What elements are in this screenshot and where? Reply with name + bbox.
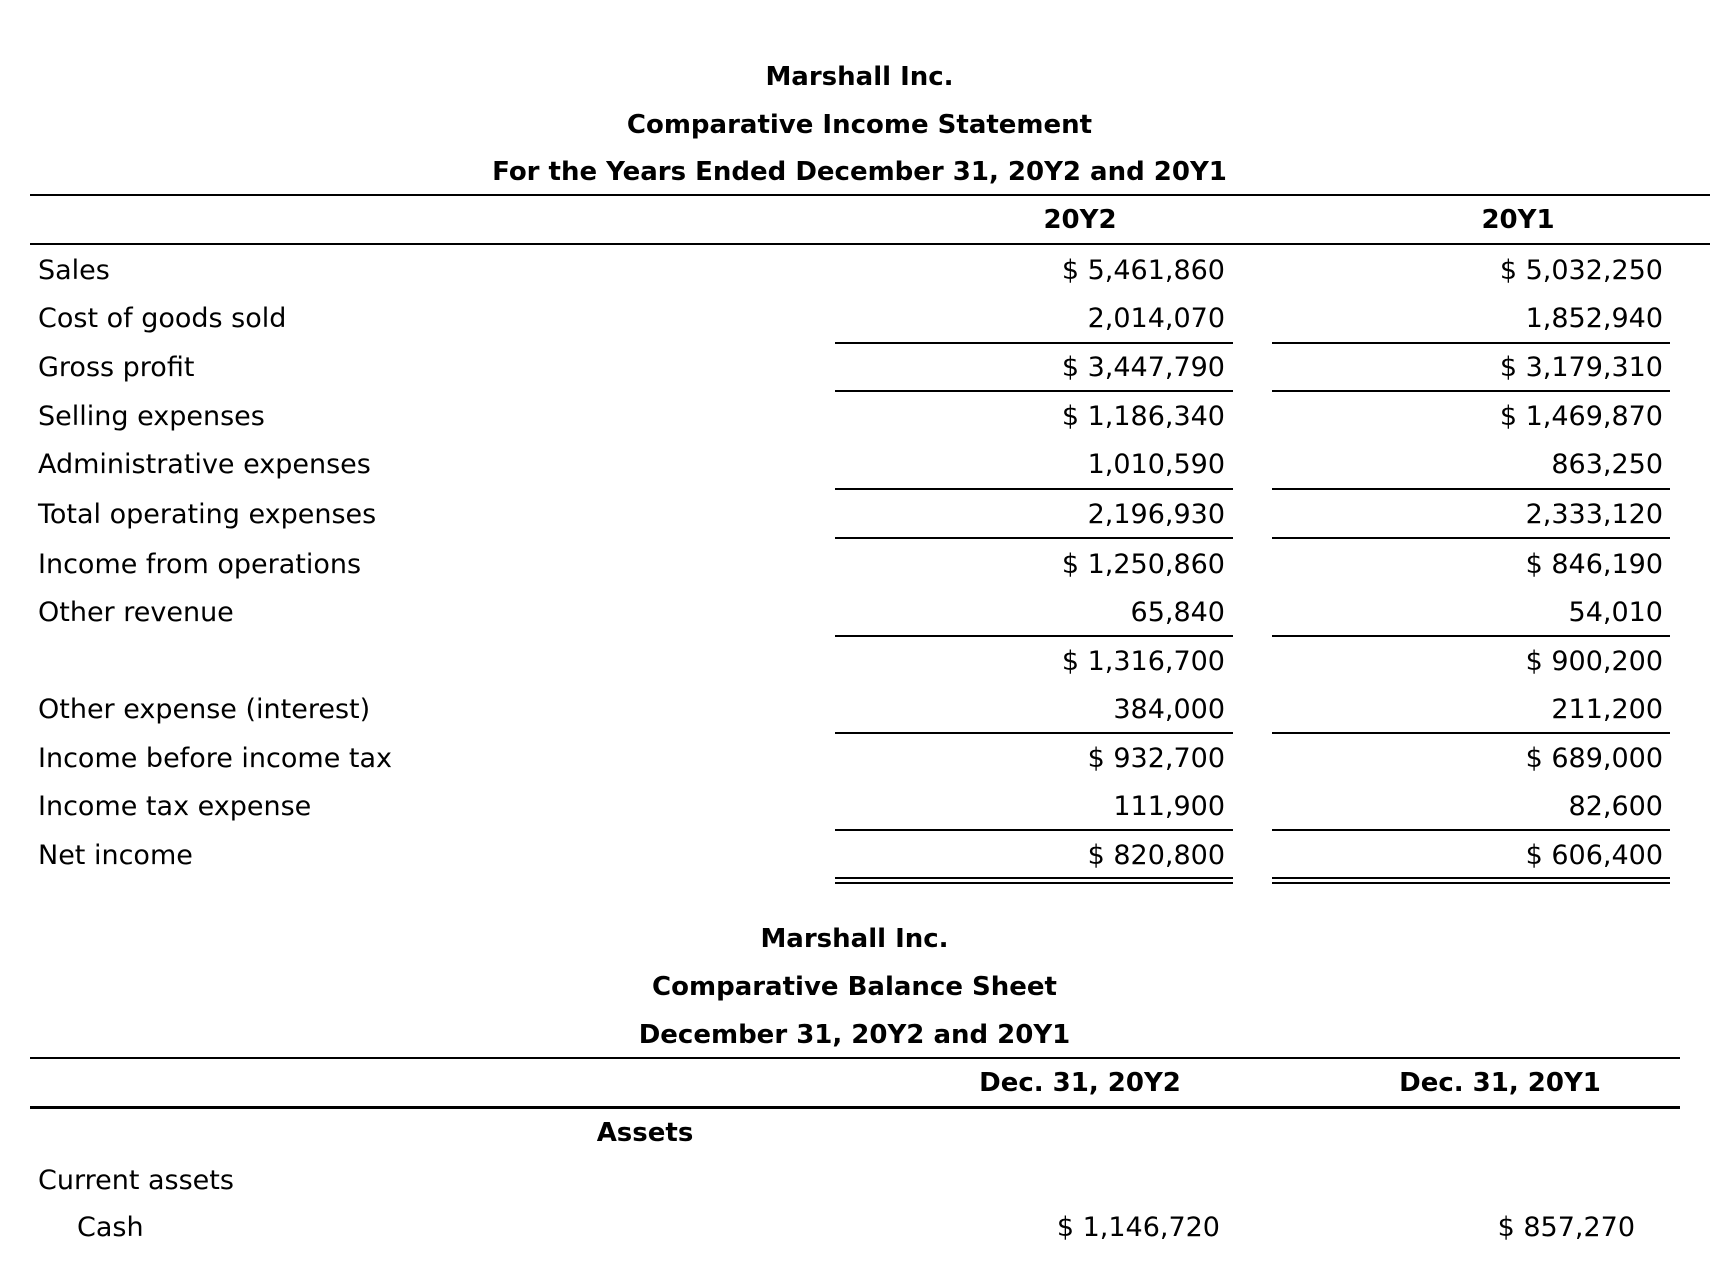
row-value-20y2: 2,014,070 [1087,303,1225,334]
subtotal-rule [835,342,1233,344]
income-statement-company: Marshall Inc. [765,62,954,92]
row-value-20y2: 384,000 [1113,694,1225,725]
row-label: Net income [38,840,193,871]
col-header-dec-20y2: Dec. 31, 20Y2 [979,1068,1181,1098]
assets-heading: Assets [596,1118,694,1148]
row-label: Cash [77,1212,144,1243]
subtotal-rule [1272,342,1670,344]
row-value-20y2: 65,840 [1130,597,1225,628]
subtotal-rule [835,488,1233,490]
subtotal-rule [1272,488,1670,490]
total-double-rule [835,877,1233,884]
balance-sheet-company: Marshall Inc. [760,924,949,954]
subtotal-rule [1272,390,1670,392]
subtotal-rule [1272,829,1670,831]
row-label: Other expense (interest) [38,694,371,725]
row-label: Income tax expense [38,791,312,822]
balance-top-rule [30,1057,1680,1059]
row-value-20y1: 82,600 [1568,791,1663,822]
subtotal-rule [835,635,1233,637]
row-label: Administrative expenses [38,449,371,480]
row-value-20y2: $ 932,700 [1087,743,1225,774]
subtotal-rule [1272,635,1670,637]
row-value-20y1: $ 900,200 [1525,646,1663,677]
header-rule [30,243,1710,245]
row-value-20y2: 1,010,590 [1087,449,1225,480]
subtotal-rule [835,732,1233,734]
balance-sheet-period: December 31, 20Y2 and 20Y1 [638,1020,1071,1050]
row-value-20y1: 54,010 [1568,597,1663,628]
col-header-20y1: 20Y1 [1481,205,1555,235]
col-header-20y2: 20Y2 [1043,205,1117,235]
row-label: Other revenue [38,597,234,628]
row-label: Total operating expenses [38,499,377,530]
subtotal-rule [1272,732,1670,734]
row-value-20y1: 1,852,940 [1525,303,1663,334]
total-double-rule [1272,877,1670,884]
row-value-dec-20y2: $ 1,146,720 [1056,1212,1220,1243]
balance-header-rule [30,1106,1680,1109]
row-label: Selling expenses [38,401,265,432]
row-value-20y1: $ 846,190 [1525,549,1663,580]
row-value-20y1: 211,200 [1551,694,1663,725]
row-value-20y2: $ 3,447,790 [1061,352,1225,383]
row-value-20y2: $ 5,461,860 [1061,255,1225,286]
balance-sheet-title: Comparative Balance Sheet [652,972,1057,1002]
row-value-20y2: $ 1,186,340 [1061,401,1225,432]
row-value-20y2: 111,900 [1113,791,1225,822]
row-value-20y2: 2,196,930 [1087,499,1225,530]
row-label: Income from operations [38,549,362,580]
row-value-20y1: $ 1,469,870 [1499,401,1663,432]
subtotal-rule [835,829,1233,831]
row-value-dec-20y1: $ 857,270 [1497,1212,1635,1243]
row-label: Cost of goods sold [38,303,287,334]
row-label: Sales [38,255,110,286]
row-value-20y2: $ 1,316,700 [1061,646,1225,677]
current-assets-label: Current assets [38,1165,234,1196]
row-label: Gross profit [38,352,195,383]
row-value-20y1: $ 689,000 [1525,743,1663,774]
subtotal-rule [835,537,1233,539]
income-statement-title: Comparative Income Statement [626,110,1093,140]
subtotal-rule [835,390,1233,392]
subtotal-rule [1272,537,1670,539]
top-rule [30,194,1710,196]
row-value-20y1: 863,250 [1551,449,1663,480]
row-label: Income before income tax [38,743,392,774]
income-statement-period: For the Years Ended December 31, 20Y2 and 20Y1 [492,157,1227,187]
col-header-dec-20y1: Dec. 31, 20Y1 [1399,1068,1601,1098]
row-value-20y2: $ 1,250,860 [1061,549,1225,580]
row-value-20y1: $ 606,400 [1525,840,1663,871]
row-value-20y1: $ 5,032,250 [1499,255,1663,286]
row-value-20y2: $ 820,800 [1087,840,1225,871]
row-value-20y1: $ 3,179,310 [1499,352,1663,383]
row-value-20y1: 2,333,120 [1525,499,1663,530]
